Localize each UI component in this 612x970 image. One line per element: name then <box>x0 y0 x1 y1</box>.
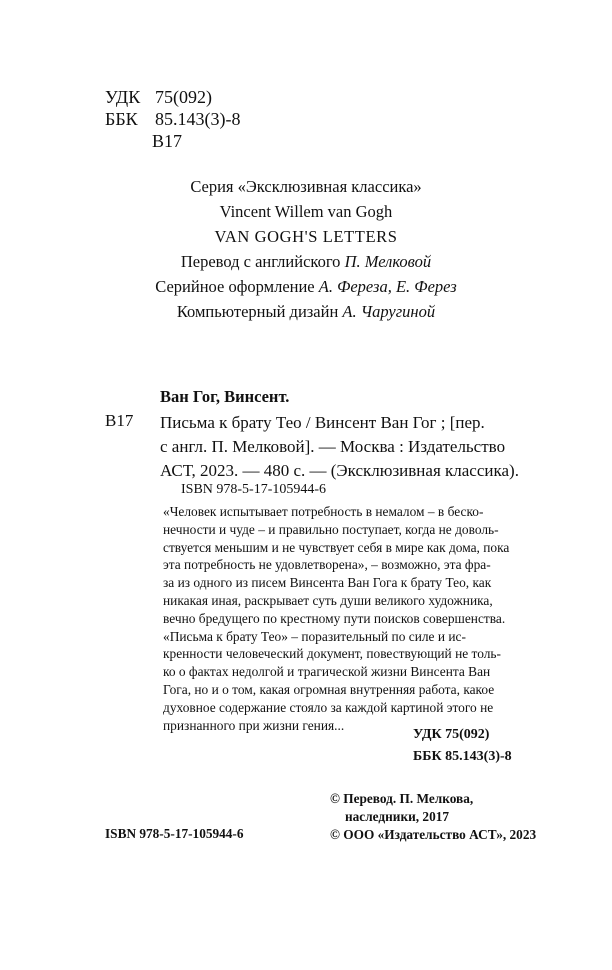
series-line: Серия «Эксклюзивная классика» <box>190 177 422 196</box>
bib-line: с англ. П. Мелковой]. — Москва : Издательство <box>160 437 506 456</box>
author-code: В17 <box>152 131 183 151</box>
bottom-classification <box>413 724 512 768</box>
isbn-record: ISBN 978-5-17-105944-6 <box>181 482 327 497</box>
bib-line: АСТ, 2023. — 480 с. — (Эксклюзивная классика). <box>160 461 519 480</box>
top-classification <box>105 86 240 152</box>
annotation-line: вечно бредущего по крестному пути поисков совершенства. <box>163 610 506 626</box>
annotation-line: признанного при жизни гения... <box>163 717 345 733</box>
original-title: VAN GOGH'S LETTERS <box>214 227 398 246</box>
udk-bottom: УДК 75(092) <box>413 727 490 742</box>
translation-prefix: Перевод с английского <box>180 252 341 271</box>
computer-design-prefix: Компьютерный дизайн <box>176 302 339 321</box>
record-code: В17 <box>105 411 134 430</box>
annotation-line: «Человек испытывает потребность в немалом – в беско- <box>163 504 484 519</box>
annotation-line: эта потребность не удовлетворена», – возможно, эта фра- <box>163 557 491 573</box>
series-design-credit <box>0 275 612 299</box>
udk-value: 75(092) <box>155 87 212 107</box>
copyright-line: © ООО «Издательство АСТ», 2023 <box>330 827 537 842</box>
annotation <box>163 503 548 734</box>
heading-author: Ван Гог, Винсент. <box>160 387 290 406</box>
annotation-line: за из одного из писем Винсента Ван Гога к брату Тео, как <box>163 575 492 591</box>
computer-design-credit <box>0 300 612 324</box>
translator-name: П. Мелковой <box>344 252 432 271</box>
translation-credit <box>0 250 612 274</box>
bbk-bottom: ББК 85.143(3)-8 <box>413 749 512 764</box>
bbk-label: ББК <box>105 109 138 129</box>
original-author: Vincent Willem van Gogh <box>219 202 393 221</box>
udk-label: УДК <box>105 87 141 107</box>
copyright-block <box>330 790 536 844</box>
bbk-value: 85.143(3)-8 <box>155 109 241 129</box>
annotation-line: никакая иная, раскрывает суть души великого художника, <box>163 592 493 608</box>
annotation-line: кренности человеческий документ, повествующий не толь- <box>163 646 501 662</box>
series-design-prefix: Серийное оформление <box>155 277 315 296</box>
annotation-line: ствуется меньшим и не чувствует себя в мире как дома, пока <box>163 539 510 555</box>
annotation-line: Гога, но и о том, какая огромная внутренняя работа, какое <box>163 681 495 697</box>
series-designer-names: А. Фереза, Е. Ферез <box>318 277 457 296</box>
copyright-line: наследники, 2017 <box>345 809 450 824</box>
annotation-line: нечности и чуде – и правильно поступает, когда не доволь- <box>163 521 499 537</box>
bibliographic-description <box>160 411 550 483</box>
annotation-line: «Письма к брату Тео» – поразительный по силе и ис- <box>163 628 466 644</box>
isbn-bottom: ISBN 978-5-17-105944-6 <box>105 826 244 841</box>
computer-designer-name: А. Чаругиной <box>342 302 436 321</box>
annotation-line: ко о фактах недолгой и трагической жизни Винсента Ван <box>163 664 491 680</box>
annotation-line: духовное содержание стояло за каждой картиной этого не <box>163 699 494 715</box>
bib-line: Письма к брату Тео / Винсент Ван Гог ; [пер. <box>160 413 485 432</box>
copyright-line: © Перевод. П. Мелкова, <box>330 791 474 806</box>
